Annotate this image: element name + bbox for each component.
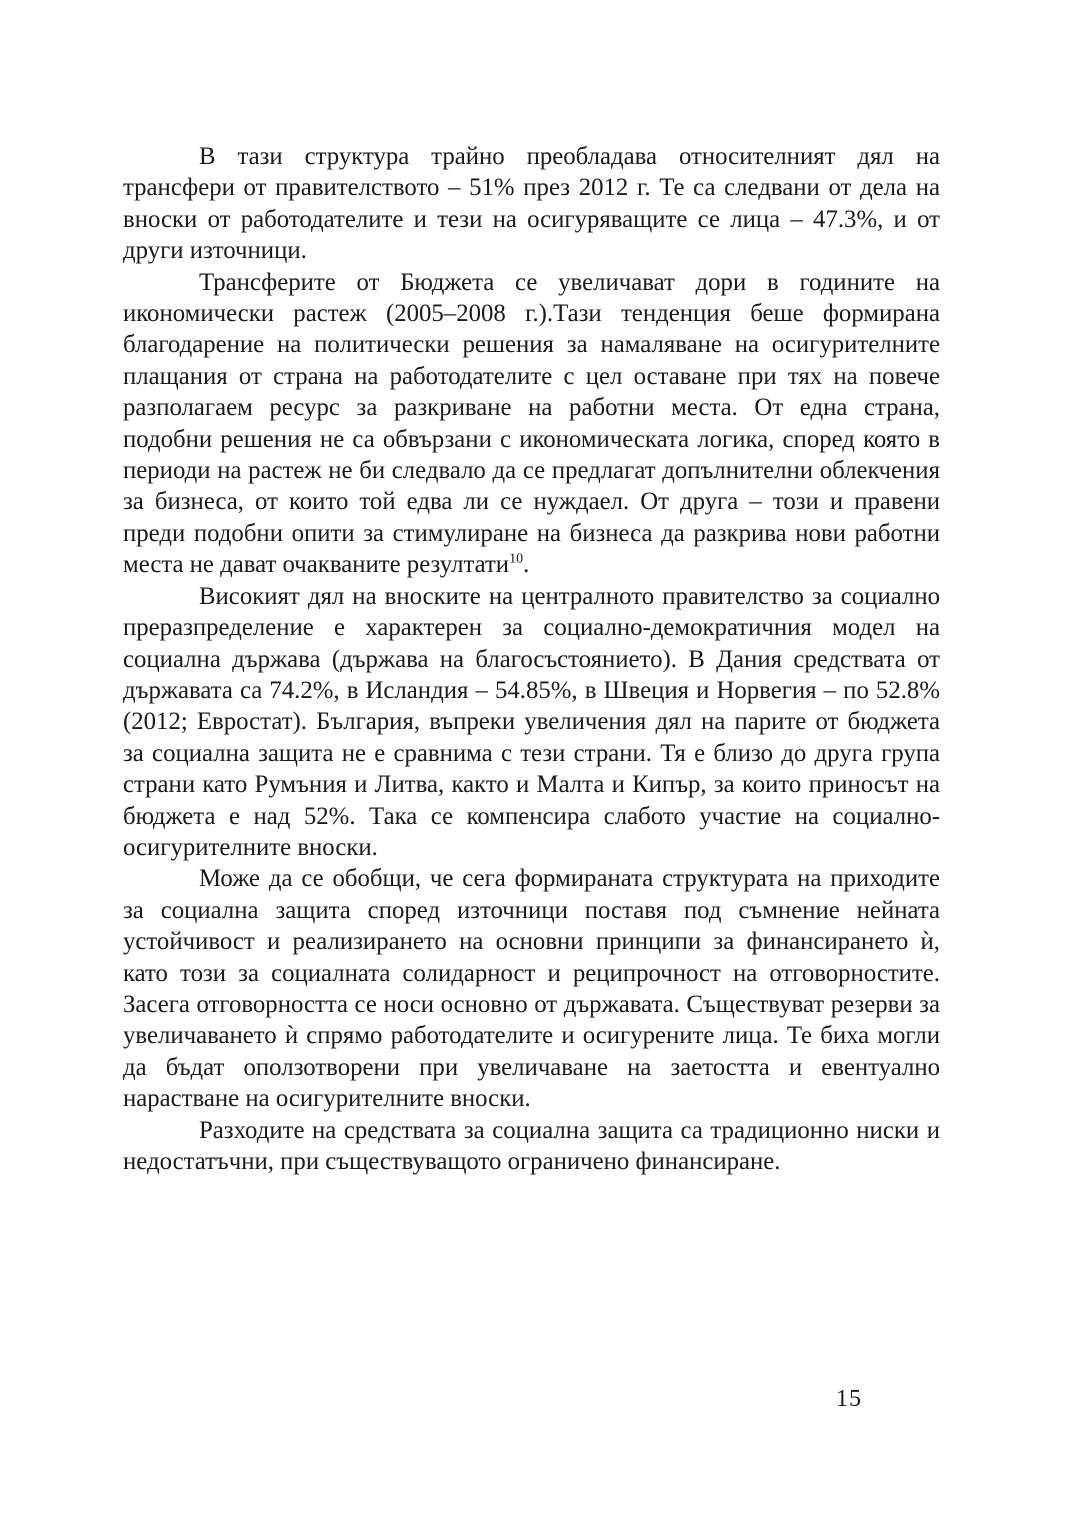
paragraph-1 — [123, 141, 940, 267]
paragraph-3-text: Високият дял на вноските на централното правителство за социално преразпределение е характерен за социално-демократичния модел на социална държава (държава на благосъстоянието). В Дания средствата от държавата са 74.2%, в Исландия – 54.85%, в Швеция и Норвегия – по 52.8% (2012; Евростат). България, въпреки увеличения дял на парите от бюджета за социална защита не е сравнима с тези страни. Тя е близо до друга група страни като Румъния и Литва, както и Малта и Кипър, за които приносът на бюджета е над 52%. Така се компенсира слабото участие на социално-осигурителните вноски. — [123, 582, 940, 861]
paragraph-4 — [123, 863, 940, 1114]
paragraph-2-end: . — [523, 551, 530, 579]
document-body — [123, 141, 940, 1177]
footnote-marker[interactable]: 10 — [509, 552, 524, 568]
paragraph-2 — [123, 267, 940, 581]
paragraph-2-text: Трансферите от Бюджета се увеличават дори в годините на икономически растеж (2005–2008 г.).Тази тенденция беше формирана благодарение на политически решения за намаляване на осигурителните плащания от страна на работодателите с цел оставане при тях на повече разполагаем ресурс за разкриване на работни места. От една страна, подобни решения не са обвързани с икономическата логика, според която в периоди на растеж не би следвало да се предлагат допълнителни облекчения за бизнеса, от които той едва ли се нуждаел. От друга – този и правени преди подобни опити за стимулиране на бизнеса да разкрива нови работни места не дават очакваните резултати — [123, 268, 940, 579]
paragraph-5 — [123, 1115, 940, 1178]
paragraph-4-text: Може да се обобщи, че сега формираната структурата на приходите за социална защита според източници поставя под съмнение нейната устойчивост и реализирането на основни принципи за финансирането ѝ, като този за социалната солидарност и реципрочност на отговорностите. Засега отговорността се носи основно от държавата. Съществуват резерви за увеличаването ѝ спрямо работодателите и осигурените лица. Те биха могли да бъдат оползотворени при увеличаване на заетостта и евентуално нарастване на осигурителните вноски. — [123, 865, 940, 1113]
paragraph-1-text: В тази структура трайно преобладава относителният дял на трансфери от правителството – 51% през 2012 г. Те са следвани от дела на вноски от работодателите и тези на осигуряващите се лица – 47.3%, и от други източници. — [123, 143, 940, 265]
page-number: 15 — [836, 1386, 862, 1412]
paragraph-3 — [123, 581, 940, 864]
paragraph-5-text: Разходите на средствата за социална защита са традиционно ниски и недостатъчни, при съществуващото ограничено финансиране. — [123, 1116, 940, 1175]
